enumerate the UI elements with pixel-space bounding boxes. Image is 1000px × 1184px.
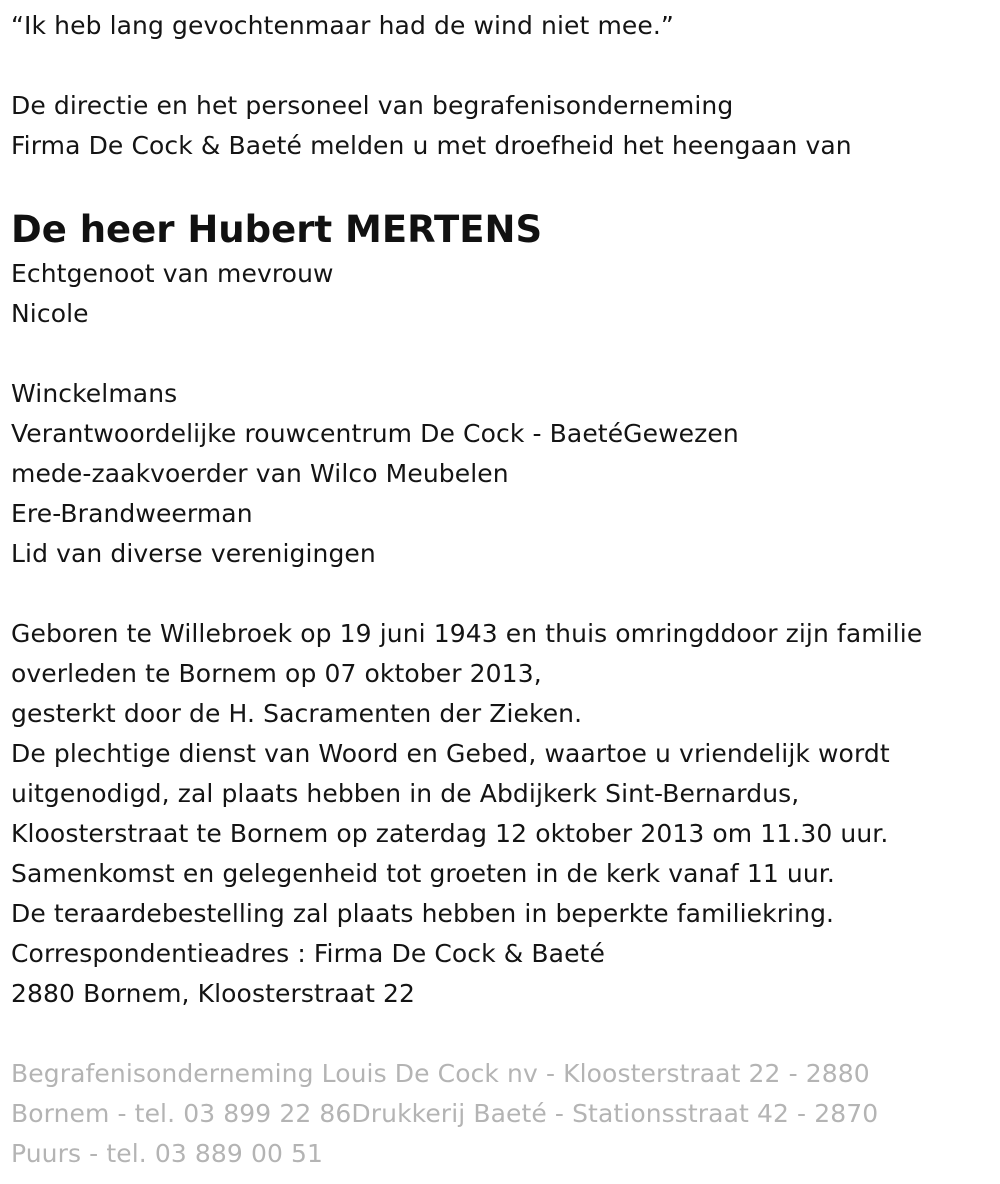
intro-line: Firma De Cock & Baeté melden u met droefheid het heengaan van — [11, 131, 852, 160]
spacer — [11, 574, 986, 614]
detail-line: De plechtige dienst van Woord en Gebed, waartoe u vriendelijk wordt — [11, 739, 890, 768]
detail-line: Kloosterstraat te Bornem op zaterdag 12 oktober 2013 om 11.30 uur. — [11, 819, 889, 848]
spouse-line: Nicole — [11, 299, 89, 328]
details-block — [11, 614, 986, 1014]
role-line: Verantwoordelijke rouwcentrum De Cock - BaetéGewezen — [11, 419, 739, 448]
detail-line: De teraardebestelling zal plaats hebben in beperkte familiekring. — [11, 899, 835, 928]
detail-line: Geboren te Willebroek op 19 juni 1943 en thuis omringddoor zijn familie — [11, 619, 923, 648]
footer-line: Puurs - tel. 03 889 00 51 — [11, 1139, 324, 1168]
footer-line: Bornem - tel. 03 899 22 86Drukkerij Baeté - Stationsstraat 42 - 2870 — [11, 1099, 879, 1128]
detail-line: overleden te Bornem op 07 oktober 2013, — [11, 659, 542, 688]
detail-line: Correspondentieadres : Firma De Cock & Baeté — [11, 939, 605, 968]
footer-line: Begrafenisonderneming Louis De Cock nv - Kloosterstraat 22 - 2880 — [11, 1059, 870, 1088]
deceased-name: De heer Hubert MERTENS — [11, 208, 543, 251]
spouse-line: Echtgenoot van mevrouw — [11, 259, 334, 288]
quote: “Ik heb lang gevochtenmaar had de wind niet mee.” — [11, 11, 674, 40]
obituary-document — [11, 6, 986, 1174]
spacer — [11, 1014, 986, 1054]
role-line: mede-zaakvoerder van Wilco Meubelen — [11, 459, 509, 488]
role-line: Ere-Brandweerman — [11, 499, 253, 528]
spouse-block — [11, 254, 986, 334]
detail-line: 2880 Bornem, Kloosterstraat 22 — [11, 979, 416, 1008]
spacer — [11, 46, 986, 86]
roles-block — [11, 374, 986, 574]
detail-line: gesterkt door de H. Sacramenten der Zieken. — [11, 699, 583, 728]
footer — [11, 1054, 986, 1174]
intro-line: De directie en het personeel van begrafenisonderneming — [11, 91, 734, 120]
spacer — [11, 334, 986, 374]
detail-line: Samenkomst en gelegenheid tot groeten in de kerk vanaf 11 uur. — [11, 859, 835, 888]
intro-paragraph — [11, 86, 986, 166]
role-line: Winckelmans — [11, 379, 178, 408]
spacer — [11, 166, 986, 206]
detail-line: uitgenodigd, zal plaats hebben in de Abdijkerk Sint-Bernardus, — [11, 779, 800, 808]
role-line: Lid van diverse verenigingen — [11, 539, 376, 568]
